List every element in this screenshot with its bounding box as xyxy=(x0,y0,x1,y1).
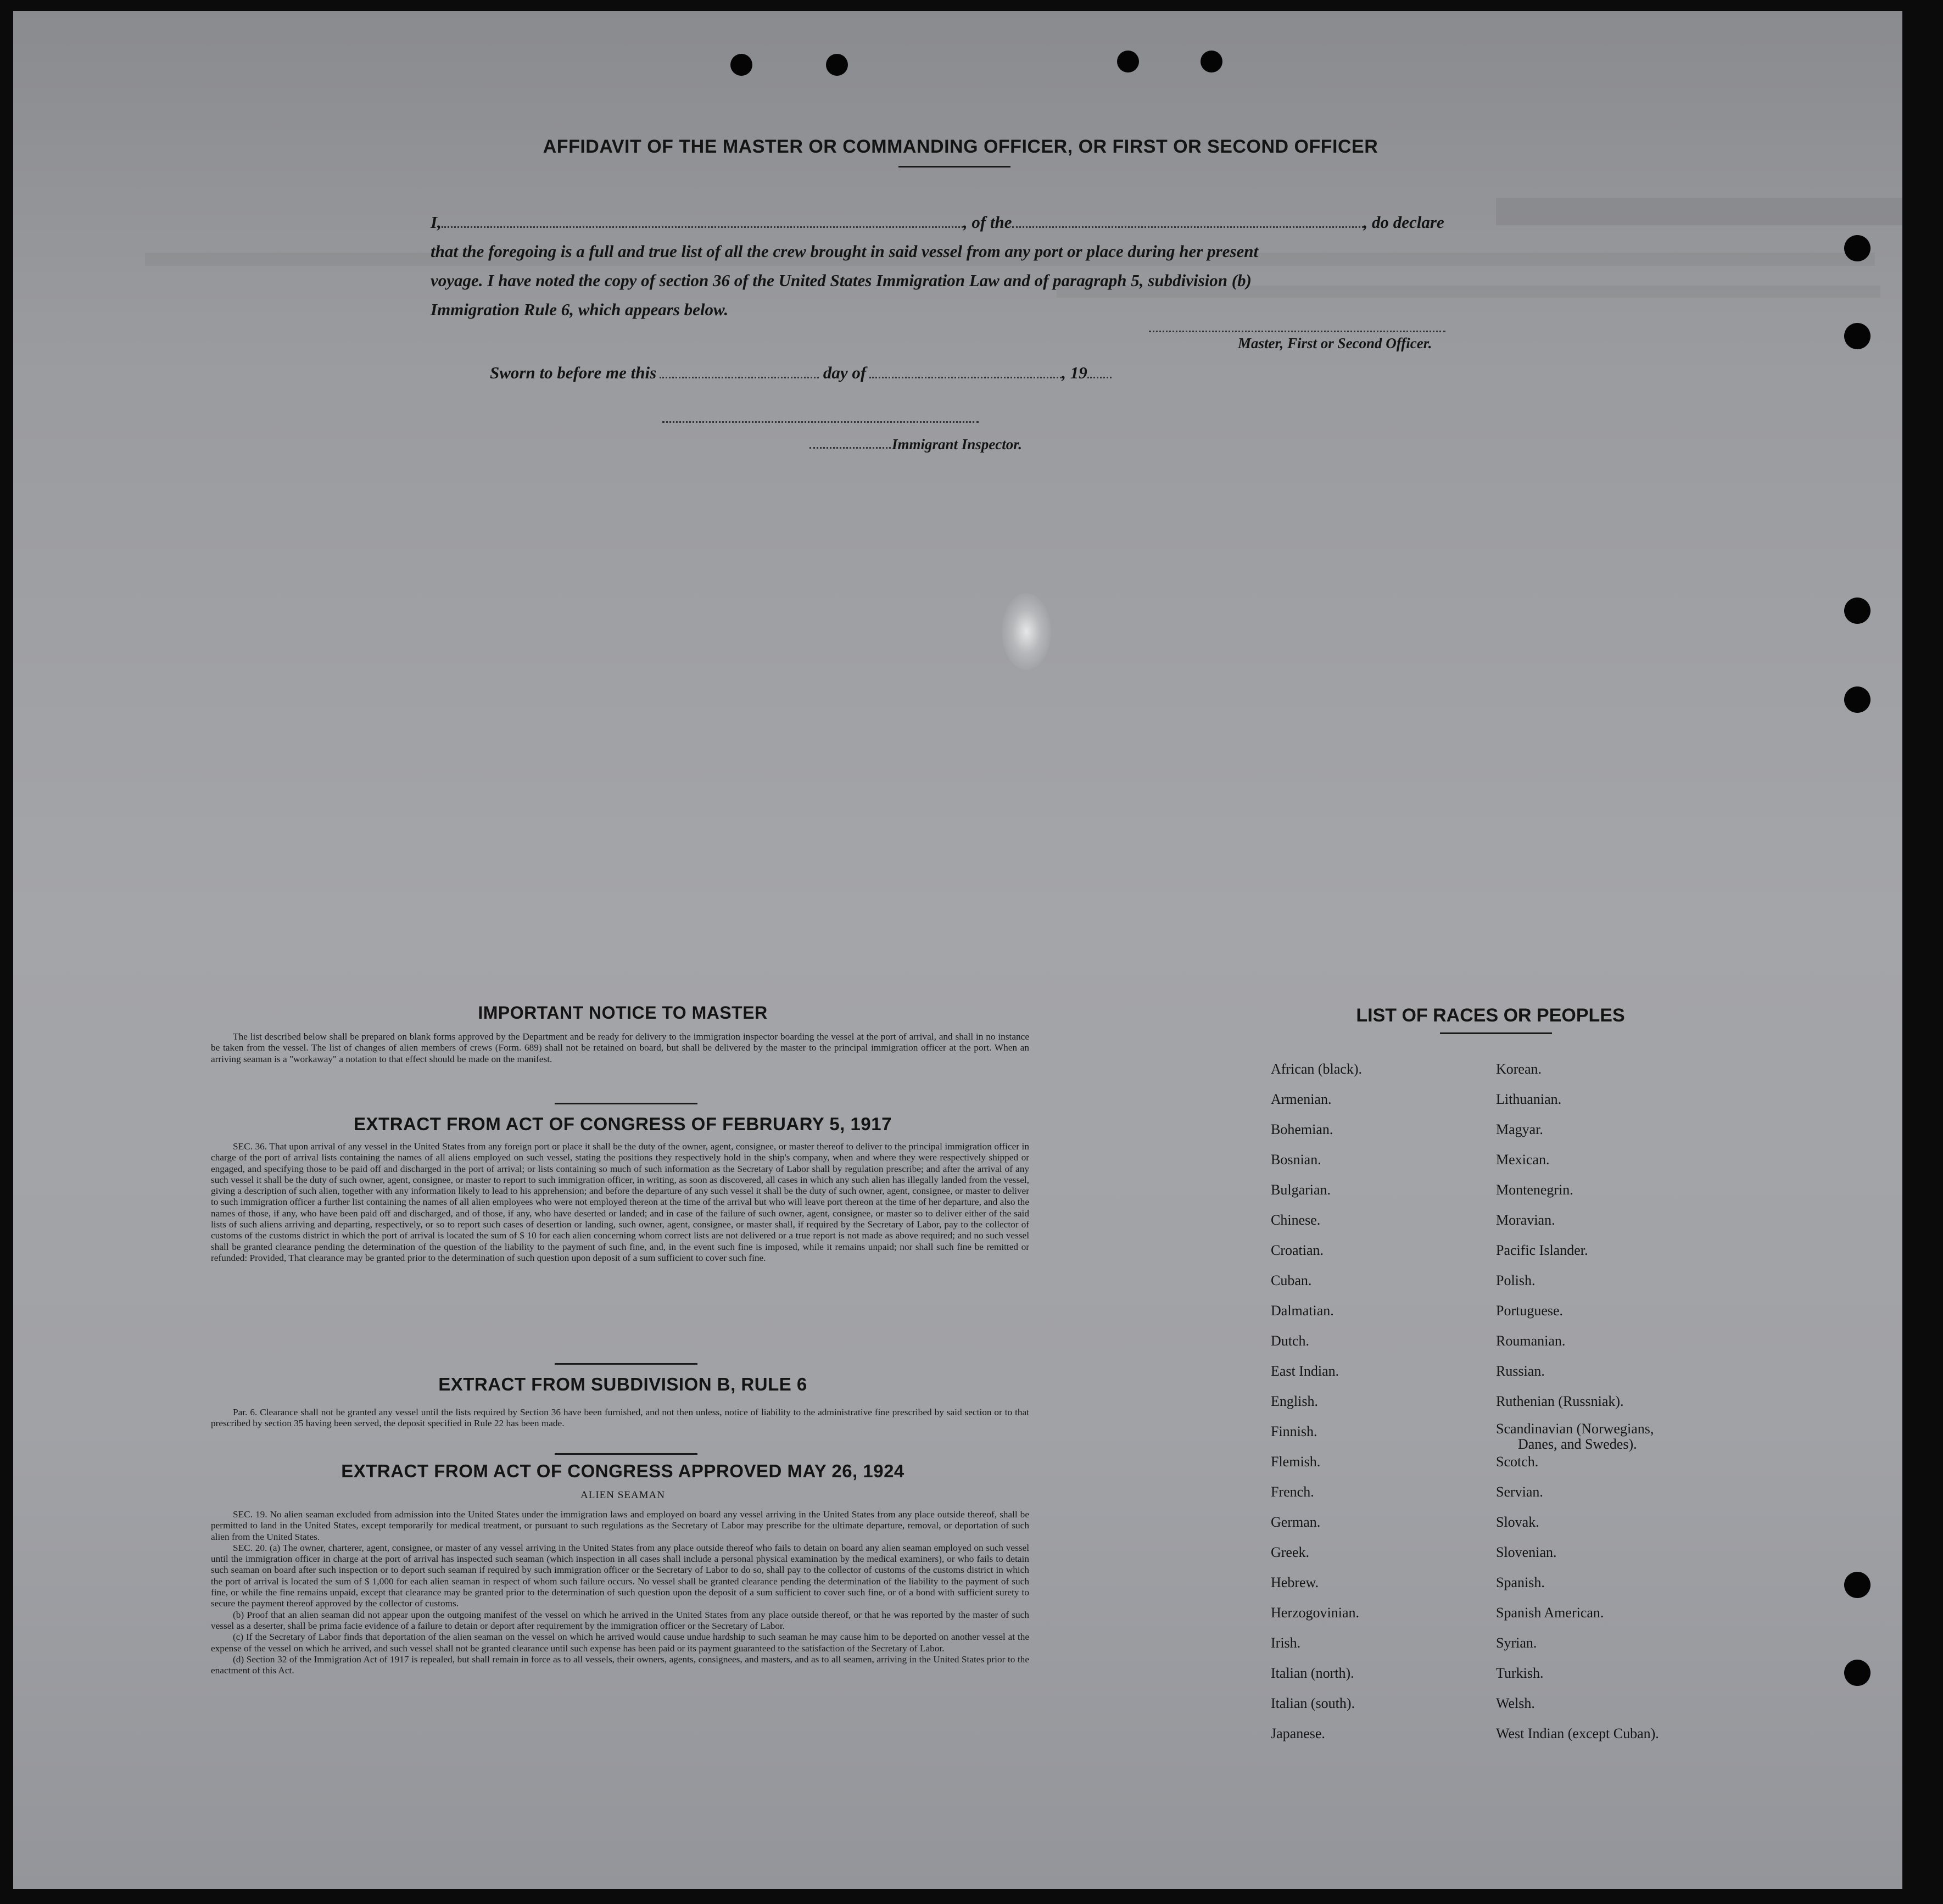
extract-1917-heading: EXTRACT FROM ACT OF CONGRESS OF FEBRUARY 5, 1917 xyxy=(354,1114,892,1134)
inspector-signature-line[interactable] xyxy=(662,420,979,423)
sec-20b-text: (b) Proof that an alien seaman did not appear upon the outgoing manifest of the vessel on which he arrived in the United States from any place outside thereof, or that he was reported by the master of such vessel as a deserter, shall be prima facie evidence of a failure to detain or deport after requirement by the immigration officer or the Secretary of Labor. xyxy=(211,1609,1029,1631)
races-heading: LIST OF RACES OR PEOPLES xyxy=(1356,1005,1625,1026)
bleed-through-shadow xyxy=(1496,198,1902,225)
officer-signature-line[interactable] xyxy=(1149,330,1445,332)
sec-36-text: SEC. 36. That upon arrival of any vessel in the United States from any foreign port or place it shall be the duty of the owner, agent, consignee, or master thereof to deliver to the principal immigration officer in charge of the port of arrival lists containing the names of all aliens employed on such vessel, stating the positions they respectively hold in the ship's company, when and where they were respectively shipped or engaged, and specifying those to be paid off and discharged in the port of arrival; or lists containing so much of such information as the Secretary of Labor shall by regulation prescribe; and after the arrival of any such vessel it shall be the duty of such owner, agent, consignee, or master to report to such immigration officer, in writing, as soon as discovered, all cases in which any such alien has illegally landed from the vessel, giving a description of such alien, together with any information likely to lead to his apprehension; and before the departure of any such vessel it shall be the duty of such owner, agent, consignee, or master to deliver to such immigration officer a further list containing the names of all alien employees who were not employed thereon at the time of the arrival but who will leave port thereon at the time of her departure, and also the names of those, if any, who have been paid off and discharged, and of those, if any, who have deserted or landed; and in case of the failure of such owner, agent, consignee, or master so to deliver either of the said lists of such aliens arriving and departing, respectively, or so to report such cases of desertion or landing, such owner, agent, consignee, or master shall, if required by the Secretary of Labor, pay to the collector of customs of the customs district in which the port of arrival is located the sum of $ 10 for each alien concerning whom correct lists are not delivered or a true report is not made as above required; and no such vessel shall be granted clearance pending the determination of the question of the liability to the payment of such fine, and, in the event such fine is imposed, while it remains unpaid; nor shall such fine be remitted or refunded: Provided, That clearance may be granted prior to the determination of such question upon deposit of a sum sufficient to cover such fine. xyxy=(211,1141,1029,1263)
punch-hole xyxy=(1844,598,1871,624)
race-item: Italian (north). xyxy=(1271,1665,1354,1681)
punch-hole xyxy=(1844,686,1871,713)
notice-text: The list described below shall be prepared on blank forms approved by the Department and be ready for delivery to the immigration inspector boarding the vessel at the port of arrival, and shall in no instance be taken from the vessel. The list of changes of alien members of crews (Form. 689) shall not be retained on board, but shall be delivered by the master to the principal immigration officer at the port. When an arriving seaman is a "workaway" a notation to that effect should be made on the manifest. xyxy=(211,1031,1029,1064)
alien-seaman-subheading: ALIEN SEAMAN xyxy=(580,1489,665,1501)
race-item: Slovak. xyxy=(1496,1514,1539,1530)
race-item: Danes, and Swedes). xyxy=(1518,1436,1637,1452)
affidavit-line-3: voyage. I have noted the copy of section 36 of the United States Immigration Law and of paragraph 5, subdivision (b) xyxy=(431,271,1252,290)
affidavit-line-2: that the foregoing is a full and true list of all the crew brought in said vessel from any port or place during her present xyxy=(431,242,1259,261)
punch-hole xyxy=(1844,1572,1871,1598)
race-item: Hebrew. xyxy=(1271,1574,1319,1590)
officer-caption: Master, First or Second Officer. xyxy=(1238,335,1432,351)
inspector-caption: Immigrant Inspector. xyxy=(892,436,1023,453)
race-item: Magyar. xyxy=(1496,1121,1543,1137)
race-item: Spanish. xyxy=(1496,1574,1545,1590)
punch-hole xyxy=(826,54,848,76)
day-of-label: day of xyxy=(823,363,867,382)
punch-hole xyxy=(1117,51,1139,72)
punch-hole xyxy=(730,54,752,76)
rule-6-body xyxy=(211,1407,1029,1430)
race-item: Spanish American. xyxy=(1496,1605,1604,1621)
section-rule xyxy=(555,1103,697,1104)
inspector-name-line[interactable] xyxy=(809,446,891,449)
sec-19-text: SEC. 19. No alien seaman excluded from admission into the United States under the immigration laws and employed on board any vessel arriving in the United States from any place outside thereof, shall be permitted to land in the United States, except temporarily for medical treatment, or pursuant to such regulations as the Secretary of Labor may prescribe for the ultimate departure, removal, or deportation of such alien from the United States. xyxy=(211,1509,1029,1542)
affidavit-of-the: , of the xyxy=(963,213,1012,232)
race-item: Cuban. xyxy=(1271,1272,1312,1288)
affidavit-declare: , do declare xyxy=(1363,213,1444,232)
race-item: Syrian. xyxy=(1496,1635,1537,1651)
affidavit-title: AFFIDAVIT OF THE MASTER OR COMMANDING OFFICER, OR FIRST OR SECOND OFFICER xyxy=(543,136,1378,157)
punch-hole xyxy=(1201,51,1222,72)
race-item: Mexican. xyxy=(1496,1152,1550,1168)
notice-body xyxy=(211,1031,1029,1065)
race-item: Flemish. xyxy=(1271,1454,1321,1470)
sworn-year-blank[interactable] xyxy=(1087,365,1112,378)
race-item: Scandinavian (Norwegians, xyxy=(1496,1421,1654,1437)
race-item: German. xyxy=(1271,1514,1321,1530)
sworn-label: Sworn to before me this xyxy=(490,363,657,382)
race-item: Irish. xyxy=(1271,1635,1301,1651)
race-item: French. xyxy=(1271,1484,1314,1500)
race-item: Armenian. xyxy=(1271,1091,1332,1107)
race-item: Herzogovinian. xyxy=(1271,1605,1360,1621)
sec-20d-text: (d) Section 32 of the Immigration Act of 1917 is repealed, but shall remain in force as to all vessels, their owners, agents, consignees, and masters, and as to all seamen, arriving in the United States prior to the enactment of this Act. xyxy=(211,1654,1029,1676)
affidavit-pronoun: I, xyxy=(431,213,442,232)
document-page xyxy=(13,11,1902,1889)
section-rule xyxy=(555,1363,697,1365)
race-item: Croatian. xyxy=(1271,1242,1324,1258)
sworn-day-blank[interactable] xyxy=(660,365,819,378)
extract-1924-body xyxy=(211,1509,1029,1676)
race-item: Bohemian. xyxy=(1271,1121,1333,1137)
race-item: Slovenian. xyxy=(1496,1544,1557,1560)
affidavit-line-4: Immigration Rule 6, which appears below. xyxy=(431,300,729,319)
race-item: Pacific Islander. xyxy=(1496,1242,1588,1258)
race-item: Dalmatian. xyxy=(1271,1303,1334,1319)
vessel-blank[interactable] xyxy=(1012,214,1364,228)
race-item: Japanese. xyxy=(1271,1726,1325,1741)
sworn-line xyxy=(490,358,1555,387)
race-item: Italian (south). xyxy=(1271,1695,1355,1711)
name-blank[interactable] xyxy=(442,214,963,228)
race-item: Polish. xyxy=(1496,1272,1536,1288)
sec-20a-text: SEC. 20. (a) The owner, charterer, agent, consignee, or master of any vessel arriving in the United States from any place outside thereof who fails to detain on board any alien seaman employed on such vessel until the immigration officer in charge at the port of arrival has inspected such seaman (which inspection in all cases shall include a personal physical examination by the medical examiners), or who fails to detain such seaman on board after such inspection or to deport such seaman if required by such immigration officer or the Secretary of Labor to do so, shall pay to the collector of customs of the customs district in which the port of arrival is located the sum of $ 1,000 for each alien seaman in respect of whom such failure occurs. No vessel shall be granted clearance pending the determination of the liability to the payment of such fine, or while the fine remains unpaid, except that clearance may be granted prior to the determination of such question upon the deposit of a sum sufficient to cover such fine, or of a bond with sufficient surety to secure the payment thereof approved by the collector of customs. xyxy=(211,1542,1029,1609)
race-item: Moravian. xyxy=(1496,1212,1555,1228)
race-item: Portuguese. xyxy=(1496,1303,1564,1319)
section-rule xyxy=(555,1453,697,1455)
punch-hole xyxy=(1844,235,1871,261)
notice-heading: IMPORTANT NOTICE TO MASTER xyxy=(478,1003,768,1023)
race-item: Scotch. xyxy=(1496,1454,1539,1470)
race-item: Lithuanian. xyxy=(1496,1091,1562,1107)
race-item: Dutch. xyxy=(1271,1333,1310,1349)
race-item: Korean. xyxy=(1496,1061,1542,1077)
race-item: Greek. xyxy=(1271,1544,1310,1560)
race-item: Chinese. xyxy=(1271,1212,1321,1228)
sworn-month-blank[interactable] xyxy=(869,365,1062,378)
affidavit-line-1 xyxy=(431,208,1496,237)
affidavit-statement xyxy=(431,208,1496,324)
par-6-text: Par. 6. Clearance shall not be granted any vessel until the lists required by Section 36 have been furnished, and not then unless, notice of liability to the administrative fine prescribed by said section or to that prescribed by section 35 having been served, the deposit specified in Rule 22 has been made. xyxy=(211,1407,1029,1429)
race-item: West Indian (except Cuban). xyxy=(1496,1726,1659,1741)
punch-hole xyxy=(1844,323,1871,349)
race-item: Turkish. xyxy=(1496,1665,1544,1681)
extract-1924-heading: EXTRACT FROM ACT OF CONGRESS APPROVED MAY 26, 1924 xyxy=(341,1461,905,1481)
extract-1917-body xyxy=(211,1141,1029,1264)
light-glare xyxy=(1002,593,1051,670)
race-item: Russian. xyxy=(1496,1363,1545,1379)
race-item: Servian. xyxy=(1496,1484,1543,1500)
race-item: English. xyxy=(1271,1393,1318,1409)
race-item: Welsh. xyxy=(1496,1695,1535,1711)
race-item: Montenegrin. xyxy=(1496,1182,1573,1198)
race-item: East Indian. xyxy=(1271,1363,1339,1379)
rule-6-heading: EXTRACT FROM SUBDIVISION B, RULE 6 xyxy=(438,1374,807,1394)
title-rule xyxy=(898,166,1010,167)
race-item: African (black). xyxy=(1271,1061,1363,1077)
year-label: , 19 xyxy=(1062,363,1087,382)
race-item: Bosnian. xyxy=(1271,1152,1321,1168)
race-item: Ruthenian (Russniak). xyxy=(1496,1393,1624,1409)
races-rule xyxy=(1440,1032,1552,1034)
race-item: Roumanian. xyxy=(1496,1333,1566,1349)
sec-20c-text: (c) If the Secretary of Labor finds that deportation of the alien seaman on the vessel on which he arrived would cause undue hardship to such seaman he may cause him to be deported on another vessel at the expense of the vessel on which he arrived, and such vessel shall not be granted clearance until such expense has been paid or its payment guaranteed to the satisfaction of the Secretary of Labor. xyxy=(211,1632,1029,1654)
punch-hole xyxy=(1844,1660,1871,1686)
race-item: Finnish. xyxy=(1271,1423,1317,1439)
race-item: Bulgarian. xyxy=(1271,1182,1331,1198)
